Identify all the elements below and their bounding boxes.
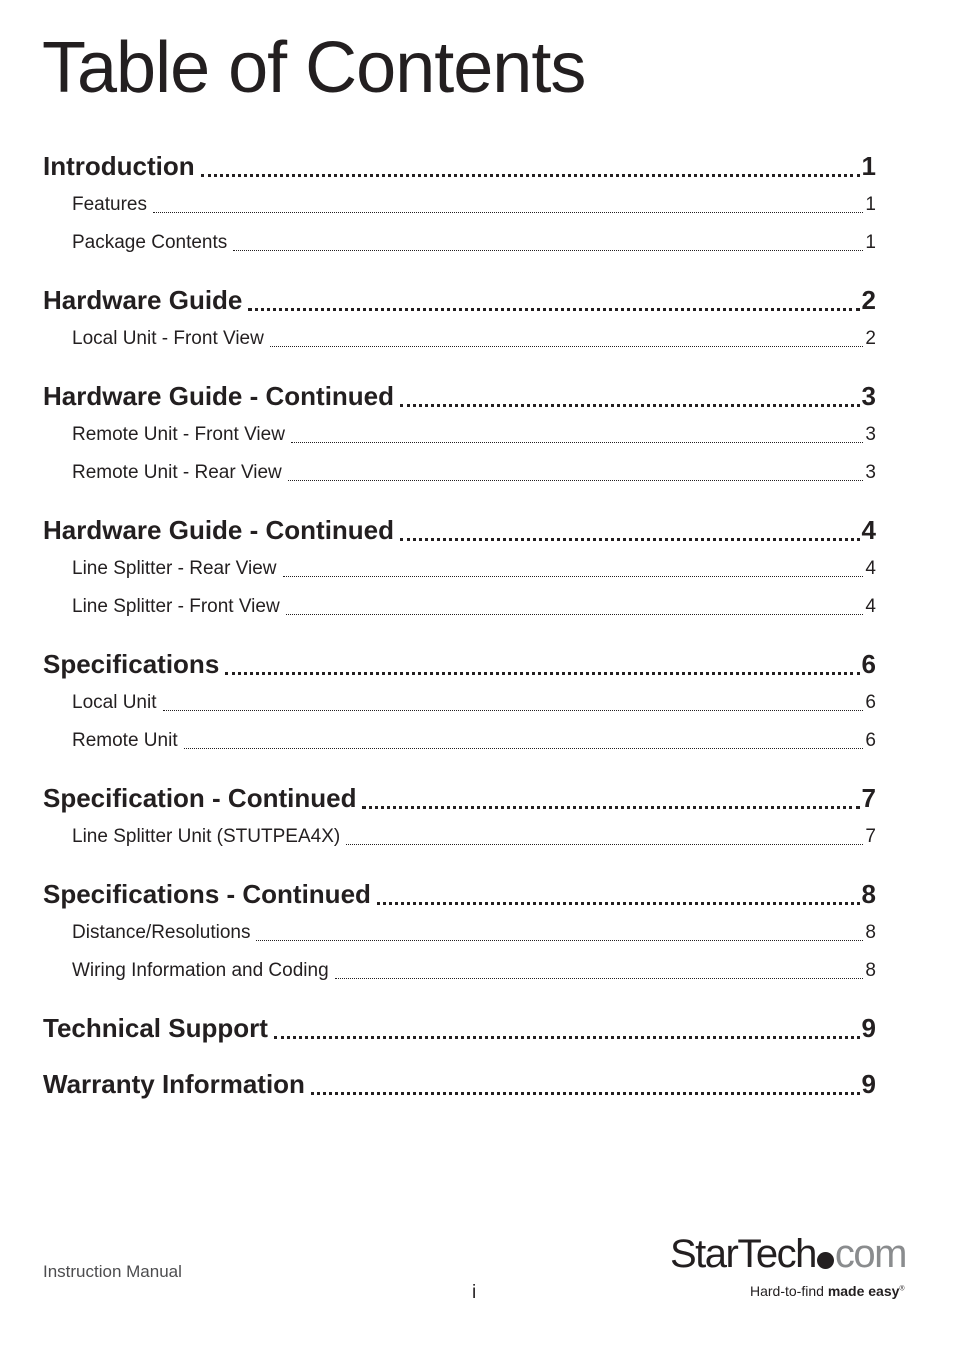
toc-entry-title: Specifications <box>43 649 220 679</box>
dot-leader <box>286 588 864 626</box>
toc-subentry-title: Remote Unit - Front View <box>72 424 285 445</box>
logo-dot-icon <box>817 1252 834 1269</box>
toc-entry-page: 8 <box>861 879 876 909</box>
toc-entry-hardware-guide[interactable] <box>43 280 876 320</box>
toc-subentry-remote-unit-rear-view[interactable] <box>43 454 876 492</box>
toc-subentry-page: 4 <box>865 558 876 579</box>
dot-leader <box>248 280 859 320</box>
toc-subentry-local-unit[interactable] <box>43 684 876 722</box>
toc-subentry-page: 6 <box>865 730 876 751</box>
toc-subentry-local-unit-front-view[interactable] <box>43 320 876 358</box>
toc-entry-warranty-information[interactable] <box>43 1064 876 1104</box>
toc-entry-hardware-guide-continued-3[interactable] <box>43 376 876 416</box>
toc-subentry-line-splitter-rear-view[interactable] <box>43 550 876 588</box>
toc-subentry-page: 8 <box>865 922 876 943</box>
toc-section <box>43 1008 876 1048</box>
toc-entry-technical-support[interactable] <box>43 1008 876 1048</box>
logo-tagline-regular: Hard-to-find <box>750 1283 828 1299</box>
toc-entry-page: 1 <box>861 151 876 181</box>
toc-entry-specifications[interactable] <box>43 644 876 684</box>
toc-section <box>43 778 876 856</box>
table-of-contents <box>43 146 876 1122</box>
toc-section <box>43 376 876 492</box>
toc-entry-page: 9 <box>861 1013 876 1043</box>
toc-subentry-page: 2 <box>865 328 876 349</box>
toc-section <box>43 280 876 358</box>
toc-subentry-title: Remote Unit - Rear View <box>72 462 282 483</box>
toc-subentry-title: Line Splitter Unit (STUTPEA4X) <box>72 826 341 847</box>
dot-leader <box>163 684 864 722</box>
toc-section <box>43 1064 876 1104</box>
dot-leader <box>335 952 864 990</box>
dot-leader <box>311 1064 860 1104</box>
dot-leader <box>288 454 864 492</box>
toc-entry-introduction[interactable] <box>43 146 876 186</box>
toc-subentry-line-splitter-front-view[interactable] <box>43 588 876 626</box>
toc-subentry-page: 8 <box>865 960 876 981</box>
toc-subentry-page: 7 <box>865 826 876 847</box>
toc-subentry-title: Line Splitter - Front View <box>72 596 280 617</box>
dot-leader <box>291 416 863 454</box>
toc-entry-title: Specifications - Continued <box>43 879 371 909</box>
toc-section <box>43 146 876 262</box>
dot-leader <box>225 644 859 684</box>
toc-section <box>43 644 876 760</box>
logo-brand-name <box>670 1232 906 1276</box>
toc-section <box>43 510 876 626</box>
dot-leader <box>201 146 860 186</box>
toc-subentry-page: 3 <box>865 462 876 483</box>
toc-entry-title: Hardware Guide - Continued <box>43 381 395 411</box>
footer-page-number: i <box>472 1282 477 1303</box>
dot-leader <box>377 874 860 914</box>
toc-subentry-page: 3 <box>865 424 876 445</box>
toc-entry-title: Introduction <box>43 151 195 181</box>
logo-wordmark <box>670 1232 906 1276</box>
toc-entry-page: 3 <box>861 381 876 411</box>
toc-subentry-wiring-information[interactable] <box>43 952 876 990</box>
toc-subentry-line-splitter-unit[interactable] <box>43 818 876 856</box>
toc-subentry-page: 6 <box>865 692 876 713</box>
toc-subentry-page: 4 <box>865 596 876 617</box>
dot-leader <box>283 550 864 588</box>
dot-leader <box>270 320 864 358</box>
toc-subentry-page: 1 <box>865 194 876 215</box>
dot-leader <box>362 778 859 818</box>
toc-entry-title: Specification - Continued <box>43 783 357 813</box>
toc-entry-title: Hardware Guide <box>43 285 243 315</box>
dot-leader <box>256 914 863 952</box>
toc-entry-specifications-continued[interactable] <box>43 874 876 914</box>
toc-entry-title: Technical Support <box>43 1013 268 1043</box>
registered-trademark-icon: ® <box>899 1285 905 1293</box>
toc-subentry-title: Features <box>72 194 147 215</box>
toc-subentry-title: Remote Unit <box>72 730 178 751</box>
dot-leader <box>400 376 860 416</box>
toc-subentry-title: Package Contents <box>72 232 228 253</box>
toc-subentry-title: Line Splitter - Rear View <box>72 558 277 579</box>
toc-entry-hardware-guide-continued-4[interactable] <box>43 510 876 550</box>
toc-entry-page: 9 <box>861 1069 876 1099</box>
dot-leader <box>346 818 863 856</box>
toc-entry-page: 2 <box>861 285 876 315</box>
page-title: Table of Contents <box>42 28 586 108</box>
toc-subentry-package-contents[interactable] <box>43 224 876 262</box>
logo-tagline <box>750 1283 905 1299</box>
toc-subentry-remote-unit[interactable] <box>43 722 876 760</box>
toc-subentry-title: Local Unit <box>72 692 157 713</box>
logo-brand-com: com <box>834 1232 906 1276</box>
toc-subentry-title: Distance/Resolutions <box>72 922 251 943</box>
startech-logo <box>670 1232 915 1304</box>
dot-leader <box>400 510 860 550</box>
toc-entry-page: 6 <box>861 649 876 679</box>
dot-leader <box>153 186 863 224</box>
toc-section <box>43 874 876 990</box>
toc-subentry-distance-resolutions[interactable] <box>43 914 876 952</box>
toc-entry-page: 4 <box>861 515 876 545</box>
toc-subentry-title: Wiring Information and Coding <box>72 960 329 981</box>
logo-tagline-bold: made easy <box>827 1283 900 1299</box>
toc-entry-title: Warranty Information <box>43 1069 305 1099</box>
toc-entry-specification-continued[interactable] <box>43 778 876 818</box>
toc-subentry-title: Local Unit - Front View <box>72 328 264 349</box>
dot-leader <box>274 1008 860 1048</box>
dot-leader <box>233 224 863 262</box>
logo-brand-star: StarTech <box>670 1232 816 1276</box>
toc-subentry-page: 1 <box>865 232 876 253</box>
toc-subentry-remote-unit-front-view[interactable] <box>43 416 876 454</box>
toc-entry-page: 7 <box>861 783 876 813</box>
toc-entry-title: Hardware Guide - Continued <box>43 515 395 545</box>
footer-document-label: Instruction Manual <box>43 1262 182 1281</box>
dot-leader <box>184 722 864 760</box>
toc-subentry-features[interactable] <box>43 186 876 224</box>
